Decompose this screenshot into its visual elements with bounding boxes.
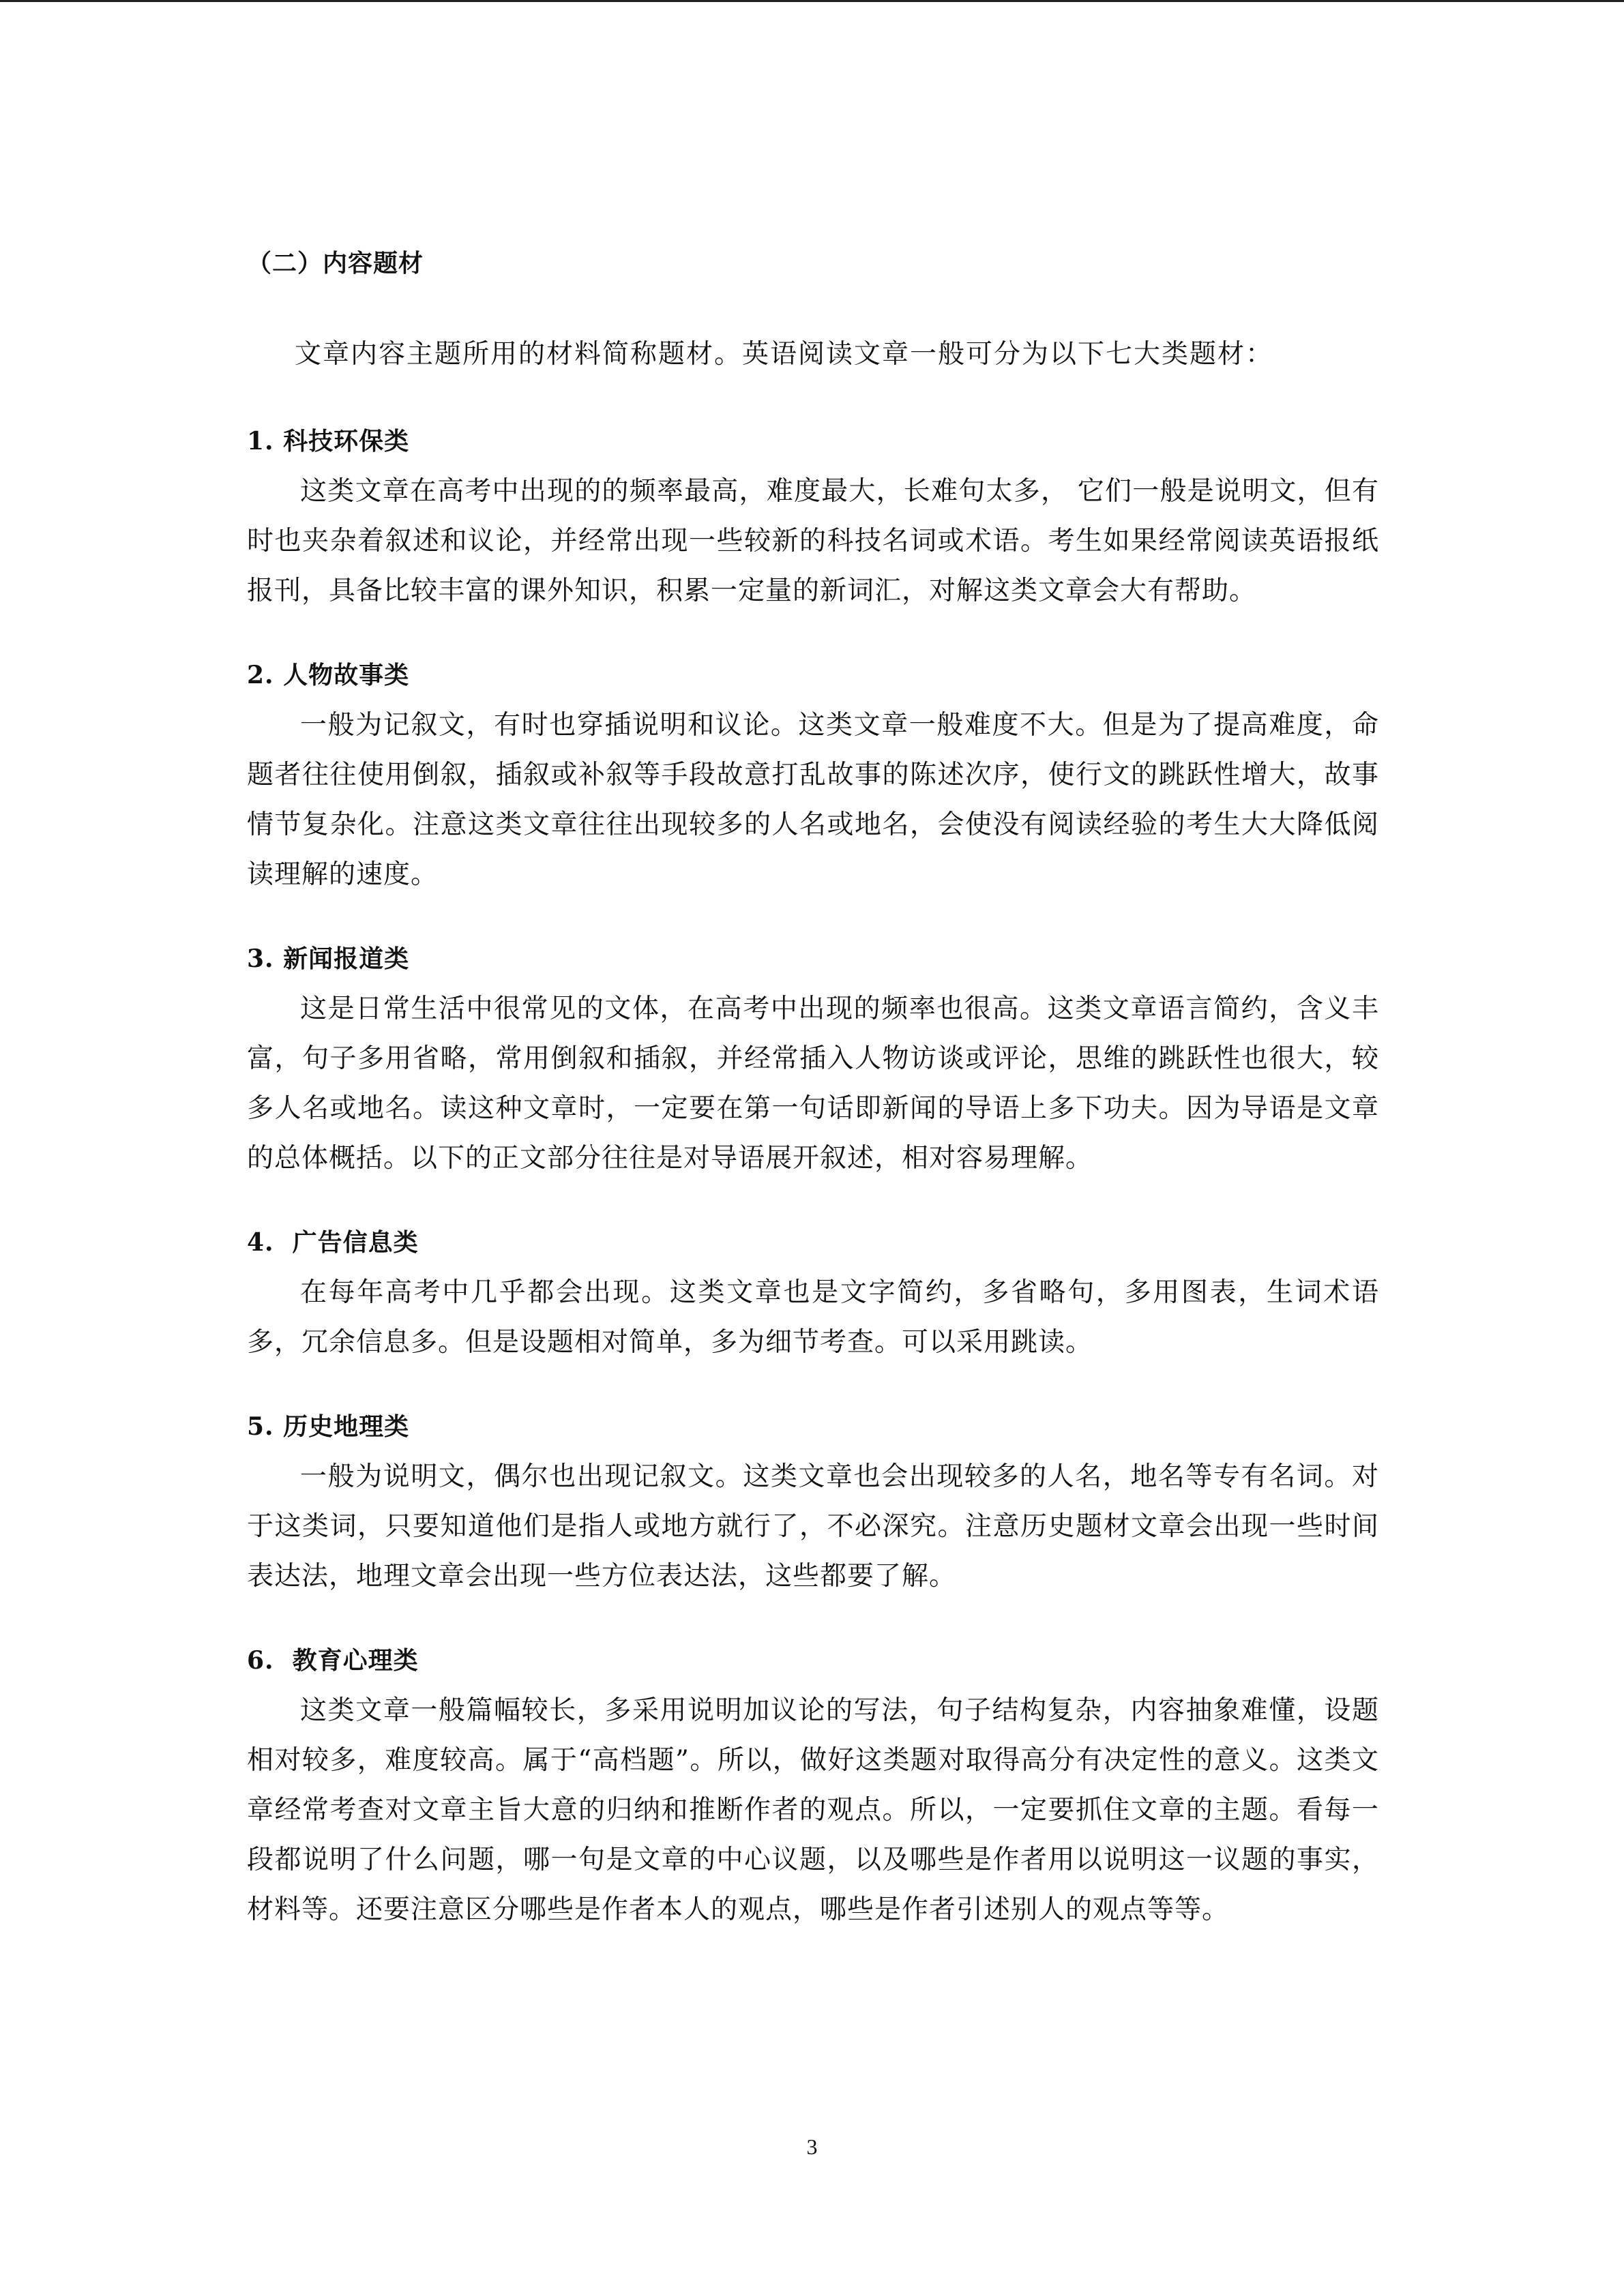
category-body: 一般为说明文，偶尔也出现记叙文。这类文章也会出现较多的人名，地名等专有名词。对于这类词，只要知道他们是指人或地方就行了，不必深究。注意历史题材文章会出现一些时间表达法，地理文章会出现一些方位表达法，这些都要了解。 — [247, 1461, 1379, 1592]
category-heading: 3. 新闻报道类 — [247, 944, 410, 973]
category-heading: 1. 科技环保类 — [247, 427, 410, 456]
category-news-reports — [247, 934, 1379, 1183]
category-education-psychology — [247, 1635, 1379, 1935]
category-advertisements — [247, 1217, 1379, 1367]
category-heading: 5. 历史地理类 — [247, 1412, 410, 1441]
category-body: 这是日常生活中很常见的文体，在高考中出现的频率也很高。这类文章语言简约，含义丰富，句子多用省略，常用倒叙和插叙，并经常插入人物访谈或评论，思维的跳跃性也很大，较多人名或地名。读这种文章时，一定要在第一句话即新闻的导语上多下功夫。因为导语是文章的总体概括。以下的正文部分往往是对导语展开叙述，相对容易理解。 — [247, 994, 1379, 1174]
top-border-line — [0, 0, 1624, 2]
category-body: 这类文章一般篇幅较长，多采用说明加议论的写法，句子结构复杂，内容抽象难懂，设题相对较多，难度较高。属于“高档题”。所以，做好这类题对取得高分有决定性的意义。这类文章经常考查对文章主旨大意的归纳和推断作者的观点。所以，一定要抓住文章的主题。看每一段都说明了什么问题，哪一句是文章的中心议题，以及哪些是作者用以说明这一议题的事实，材料等。还要注意区分哪些是作者本人的观点，哪些是作者引述别人的观点等等。 — [247, 1695, 1379, 1925]
category-heading: 4. 广告信息类 — [247, 1228, 419, 1257]
category-heading: 2. 人物故事类 — [247, 661, 410, 689]
section-intro: 文章内容主题所用的材料简称题材。英语阅读文章一般可分为以下七大类题材： — [295, 339, 1274, 370]
page-number: 3 — [806, 2134, 818, 2159]
category-people-stories — [247, 650, 1379, 899]
category-history-geography — [247, 1401, 1379, 1601]
category-body: 一般为记叙文，有时也穿插说明和议论。这类文章一般难度不大。但是为了提高难度，命题者往往使用倒叙，插叙或补叙等手段故意打乱故事的陈述次序，使行文的跳跃性增大，故事情节复杂化。注意这类文章往往出现较多的人名或地名，会使没有阅读经验的考生大大降低阅读理解的速度。 — [247, 710, 1379, 890]
section-title: （二）内容题材 — [247, 249, 424, 278]
page-content — [247, 239, 1379, 1935]
category-body: 这类文章在高考中出现的的频率最高，难度最大，长难句太多， 它们一般是说明文，但有时也夹杂着叙述和议论，并经常出现一些较新的科技名词或术语。考生如果经常阅读英语报纸报刊，具备比较丰富的课外知识，积累一定量的新词汇，对解这类文章会大有帮助。 — [247, 476, 1379, 606]
category-science-environment — [247, 416, 1379, 616]
category-body: 在每年高考中几乎都会出现。这类文章也是文字简约，多省略句，多用图表，生词术语多，冗余信息多。但是设题相对简单，多为细节考查。可以采用跳读。 — [247, 1277, 1379, 1358]
category-heading: 6. 教育心理类 — [247, 1646, 419, 1675]
